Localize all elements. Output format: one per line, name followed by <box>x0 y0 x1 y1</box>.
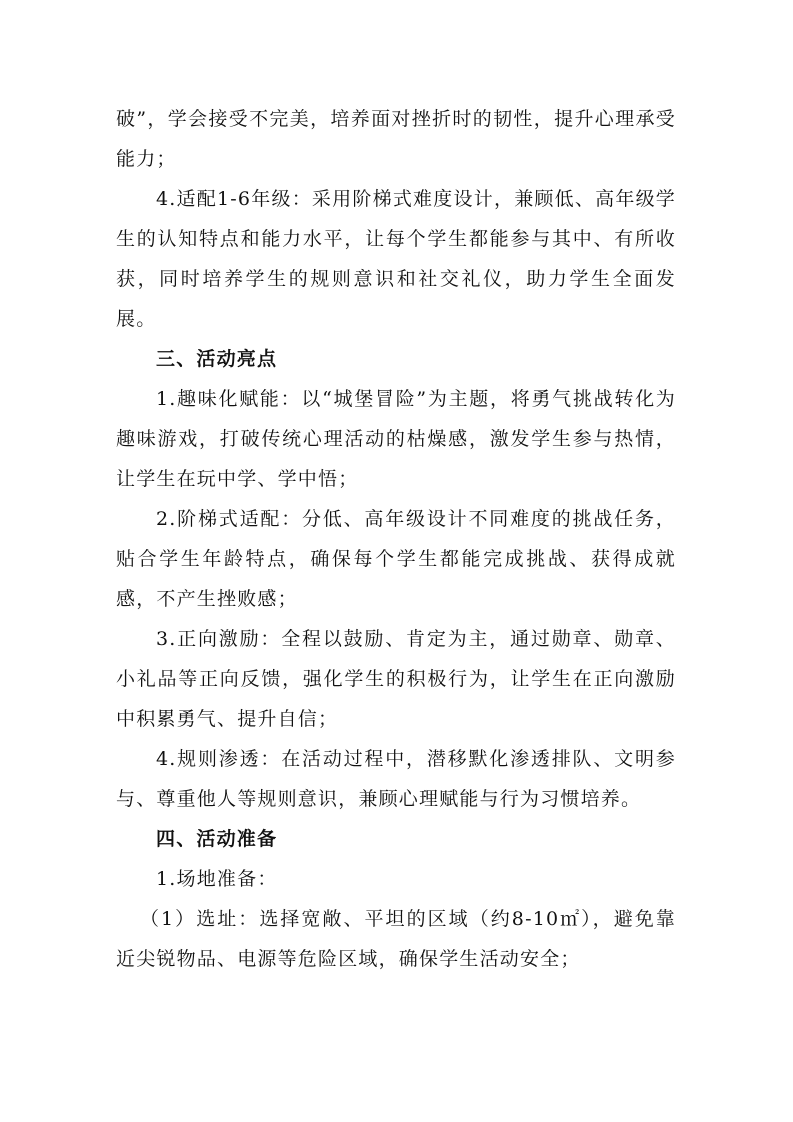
paragraph-venue-preparation: 1.场地准备： <box>156 868 278 890</box>
section-heading-highlights: 三、活动亮点 <box>156 348 278 370</box>
paragraph-fun-empowerment: 1.趣味化赋能：以“城堡冒险”为主题，将勇气挑战转化为趣味游戏，打破传统心理活动的枯燥感，激发学生参与热情，让学生在玩中学、学中悟； <box>116 388 676 490</box>
paragraph-site-selection: （1）选址：选择宽敞、平坦的区域（约8-10㎡），避免靠近尖锐物品、电源等危险区域，确保学生活动安全； <box>116 908 676 970</box>
paragraph-tiered-adaptation: 2.阶梯式适配：分低、高年级设计不同难度的挑战任务，贴合学生年龄特点，确保每个学生都能完成挑战、获得成就感，不产生挫败感； <box>116 508 676 610</box>
section-heading-preparation: 四、活动准备 <box>156 828 278 850</box>
paragraph-continuation: 破”，学会接受不完美，培养面对挫折时的韧性，提升心理承受能力； <box>116 108 676 170</box>
paragraph-rule-infiltration: 4.规则渗透：在活动过程中，潜移默化渗透排队、文明参与、尊重他人等规则意识，兼顾心理赋能与行为习惯培养。 <box>116 748 676 810</box>
paragraph-positive-incentive: 3.正向激励：全程以鼓励、肯定为主，通过勋章、勋章、小礼品等正向反馈，强化学生的积极行为，让学生在正向激励中积累勇气、提升自信； <box>116 628 676 730</box>
paragraph-grade-adaptation: 4.适配1-6年级：采用阶梯式难度设计，兼顾低、高年级学生的认知特点和能力水平，让每个学生都能参与其中、有所收获，同时培养学生的规则意识和社交礼仪，助力学生全面发展。 <box>116 188 676 330</box>
document-page <box>116 99 676 979</box>
